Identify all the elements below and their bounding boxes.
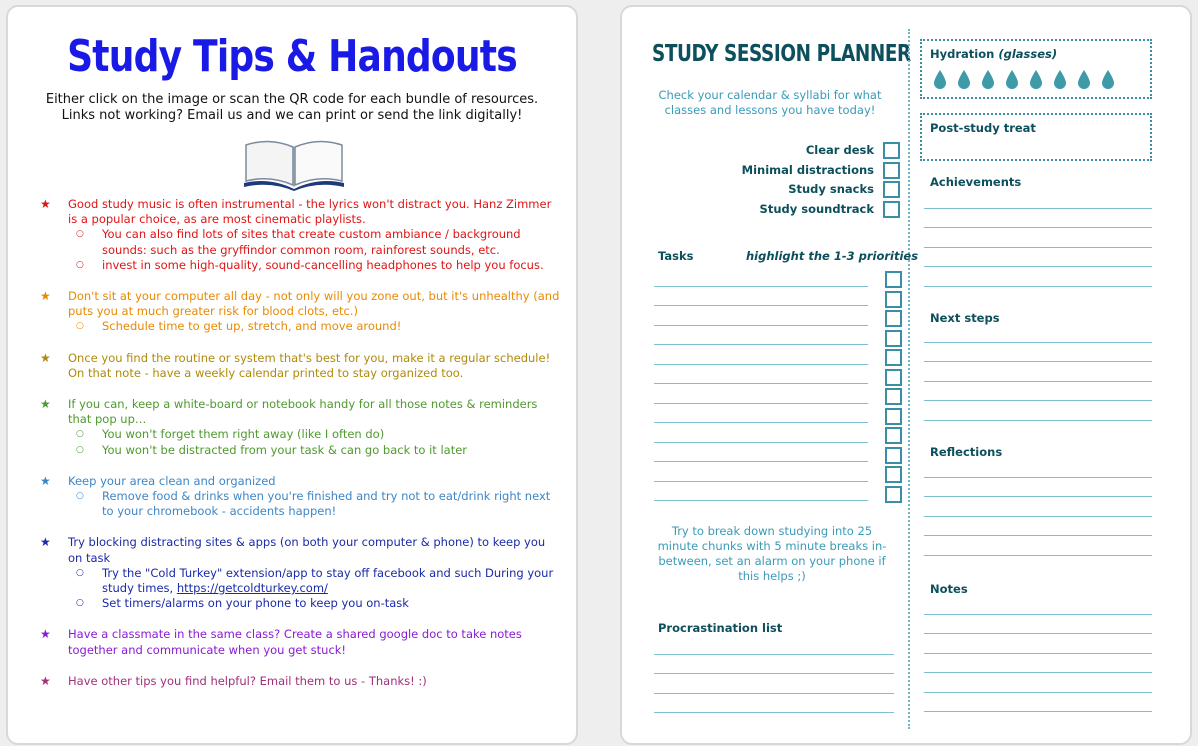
- task-line[interactable]: [654, 422, 868, 423]
- sub-tip-item: [68, 596, 563, 611]
- study-tips-page: [6, 5, 578, 745]
- task-checkbox[interactable]: [885, 466, 902, 483]
- prep-checklist: [722, 141, 902, 219]
- sub-tip-text: You won't forget them right away (like I often do): [102, 427, 385, 442]
- prep-item-label: Study soundtrack: [759, 201, 874, 216]
- task-line[interactable]: [654, 481, 868, 482]
- sub-tip-item: [68, 427, 563, 442]
- task-list: [654, 269, 902, 503]
- task-line[interactable]: [654, 403, 868, 404]
- tip-text: Have other tips you find helpful? Email them to us - Thanks! :): [68, 673, 427, 688]
- task-checkbox[interactable]: [885, 291, 902, 308]
- prep-checklist-item: [722, 180, 902, 200]
- star-bullet-icon: ★: [40, 627, 51, 642]
- achievements-label: Achievements: [930, 175, 1022, 189]
- sub-tip-text: You can also find lots of sites that create custom ambiance / background sounds: such as the gryffindor common room, rainforest sounds, etc.: [102, 227, 521, 257]
- sub-tip-text: You won't be distracted from your task & can go back to it later: [102, 442, 468, 457]
- circle-bullet-icon: ○: [76, 229, 84, 240]
- water-drop-icon[interactable]: [1052, 69, 1068, 91]
- task-checkbox[interactable]: [885, 408, 902, 425]
- tip-item: [38, 397, 563, 458]
- task-checkbox[interactable]: [885, 486, 902, 503]
- task-checkbox[interactable]: [885, 271, 902, 288]
- task-line[interactable]: [654, 344, 868, 345]
- star-bullet-icon: ★: [40, 289, 51, 304]
- task-checkbox[interactable]: [885, 388, 902, 405]
- check-calendar-note: Check your calendar & syllabi for what classes and lessons you have today!: [658, 88, 882, 117]
- prep-item-label: Minimal distractions: [741, 162, 874, 177]
- prep-checklist-item: [722, 141, 902, 161]
- tip-item: [38, 674, 563, 689]
- circle-bullet-icon: ○: [76, 321, 84, 332]
- hydration-box: [920, 39, 1152, 99]
- task-row: [654, 289, 902, 309]
- study-planner-page: [620, 5, 1192, 745]
- cold-turkey-link[interactable]: https://getcoldturkey.com/: [176, 581, 328, 596]
- break-note: Try to break down studying into 25 minute chunks with 5 minute breaks in-between, set an alarm on your phone if this helps ;): [657, 524, 887, 583]
- task-line[interactable]: [654, 500, 868, 501]
- reflections-lines[interactable]: [924, 458, 1152, 556]
- water-drop-icon[interactable]: [956, 69, 972, 91]
- circle-bullet-icon: ○: [76, 598, 84, 609]
- task-row: [654, 425, 902, 445]
- post-study-treat-label: Post-study treat: [930, 121, 1036, 135]
- task-row: [654, 445, 902, 465]
- tip-item: [38, 289, 563, 335]
- task-checkbox[interactable]: [885, 310, 902, 327]
- notes-label: Notes: [930, 582, 968, 596]
- tasks-priority-note: highlight the 1-3 priorities: [746, 249, 919, 263]
- circle-bullet-icon: ○: [76, 567, 84, 578]
- circle-bullet-icon: ○: [76, 259, 84, 270]
- task-row: [654, 347, 902, 367]
- task-line[interactable]: [654, 364, 868, 365]
- task-row: [654, 328, 902, 348]
- task-line[interactable]: [654, 383, 868, 384]
- star-bullet-icon: ★: [40, 473, 51, 488]
- task-row: [654, 386, 902, 406]
- sub-tip-item: [68, 443, 563, 458]
- task-line[interactable]: [654, 442, 868, 443]
- sub-tip-text: Try the "Cold Turkey" extension/app to stay off facebook and such During your study times,: [102, 565, 554, 596]
- task-row: [654, 484, 902, 504]
- prep-item-label: Study snacks: [788, 182, 874, 196]
- hydration-drops: [932, 69, 1116, 91]
- tip-text: Try blocking distracting sites & apps (on both your computer & phone) to keep you on task: [68, 535, 546, 565]
- achievements-lines[interactable]: [924, 189, 1152, 287]
- task-row: [654, 406, 902, 426]
- star-bullet-icon: ★: [40, 535, 51, 550]
- sub-tips-list: [68, 319, 563, 334]
- sub-tip-item: [68, 489, 563, 519]
- sub-tips-list: [68, 427, 563, 457]
- task-row: [654, 367, 902, 387]
- procrastination-label: Procrastination list: [658, 621, 783, 635]
- task-row: [654, 269, 902, 289]
- sub-tip-text: Schedule time to get up, stretch, and move around!: [102, 319, 402, 334]
- open-book-icon[interactable]: [242, 137, 346, 191]
- tip-text: Once you find the routine or system that's best for you, make it a regular schedule! On that note - have a weekly calendar printed to stay organized too.: [68, 350, 551, 380]
- star-bullet-icon: ★: [40, 197, 51, 211]
- column-divider: [908, 29, 910, 729]
- tips-list: [38, 197, 563, 705]
- water-drop-icon[interactable]: [1004, 69, 1020, 91]
- task-line[interactable]: [654, 305, 868, 306]
- task-row: [654, 308, 902, 328]
- procrastination-lines[interactable]: [654, 635, 894, 713]
- task-checkbox[interactable]: [885, 349, 902, 366]
- subtitle-line-2: Links not working? Email us and we can print or send the link digitally!: [61, 108, 523, 123]
- task-checkbox[interactable]: [885, 369, 902, 386]
- task-line[interactable]: [654, 286, 868, 287]
- reflections-label: Reflections: [930, 445, 1003, 459]
- prep-checkbox[interactable]: [883, 162, 900, 179]
- prep-checklist-item: [722, 161, 902, 181]
- planner-title: STUDY SESSION PLANNER: [652, 41, 911, 67]
- star-bullet-icon: ★: [40, 350, 51, 365]
- water-drop-icon[interactable]: [1028, 69, 1044, 91]
- sub-tips-list: [68, 566, 563, 612]
- tip-item: [38, 197, 563, 273]
- water-drop-icon[interactable]: [932, 69, 948, 91]
- star-bullet-icon: ★: [40, 673, 51, 688]
- sub-tip-text: invest in some high-quality, sound-cancelling headphones to help you focus.: [102, 257, 544, 272]
- prep-checkbox[interactable]: [883, 142, 900, 159]
- sub-tip-item: [68, 258, 563, 273]
- prep-checkbox[interactable]: [883, 201, 900, 218]
- circle-bullet-icon: ○: [76, 491, 84, 502]
- circle-bullet-icon: ○: [76, 429, 84, 440]
- tip-item: [38, 535, 563, 611]
- page-title: Study Tips & Handouts: [67, 31, 517, 82]
- tip-text: Don't sit at your computer all day - not only will you zone out, but it's unhealthy (and puts you at much greater risk for blood clots, etc.): [68, 289, 560, 319]
- page-subtitle: [8, 92, 576, 124]
- prep-item-label: Clear desk: [805, 143, 874, 157]
- tip-item: [38, 474, 563, 520]
- task-checkbox[interactable]: [885, 447, 902, 464]
- tip-item: [38, 627, 563, 657]
- tip-text: Have a classmate in the same class? Create a shared google doc to take notes together and communicate when you get stuck!: [68, 627, 522, 657]
- water-drop-icon[interactable]: [1076, 69, 1092, 91]
- water-drop-icon[interactable]: [980, 69, 996, 91]
- sub-tips-list: [68, 227, 563, 273]
- sub-tip-text: Remove food & drinks when you're finished and try not to eat/drink right next to your chromebook - accidents happen!: [102, 489, 551, 519]
- sub-tip-text: Set timers/alarms on your phone to keep you on-task: [102, 596, 409, 611]
- task-row: [654, 464, 902, 484]
- tip-text: Keep your area clean and organized: [68, 473, 276, 488]
- task-checkbox[interactable]: [885, 427, 902, 444]
- notes-lines[interactable]: [924, 595, 1152, 712]
- sub-tips-list: [68, 489, 563, 519]
- prep-checklist-item: [722, 200, 902, 220]
- subtitle-line-1: Either click on the image or scan the QR code for each bundle of resources.: [45, 92, 539, 107]
- water-drop-icon[interactable]: [1100, 69, 1116, 91]
- circle-bullet-icon: ○: [76, 444, 84, 455]
- next-steps-label: Next steps: [930, 311, 1000, 325]
- task-checkbox[interactable]: [885, 330, 902, 347]
- star-bullet-icon: ★: [40, 397, 51, 412]
- sub-tip-item: [68, 566, 563, 596]
- task-line[interactable]: [654, 325, 868, 326]
- tasks-label: Tasks: [658, 249, 694, 263]
- sub-tip-item: [68, 227, 563, 257]
- tip-text: If you can, keep a white-board or notebook handy for all those notes & reminders that pop up…: [68, 397, 538, 427]
- tip-text: Good study music is often instrumental - the lyrics won't distract you. Hanz Zimmer is a popular choice, as are most cinematic playlists.: [68, 197, 552, 227]
- task-line[interactable]: [654, 461, 868, 462]
- prep-checkbox[interactable]: [883, 181, 900, 198]
- hydration-label: Hydration (glasses): [930, 47, 1058, 61]
- post-study-treat-box[interactable]: [920, 113, 1152, 161]
- sub-tip-item: [68, 319, 563, 334]
- next-steps-lines[interactable]: [924, 323, 1152, 421]
- tip-item: [38, 351, 563, 381]
